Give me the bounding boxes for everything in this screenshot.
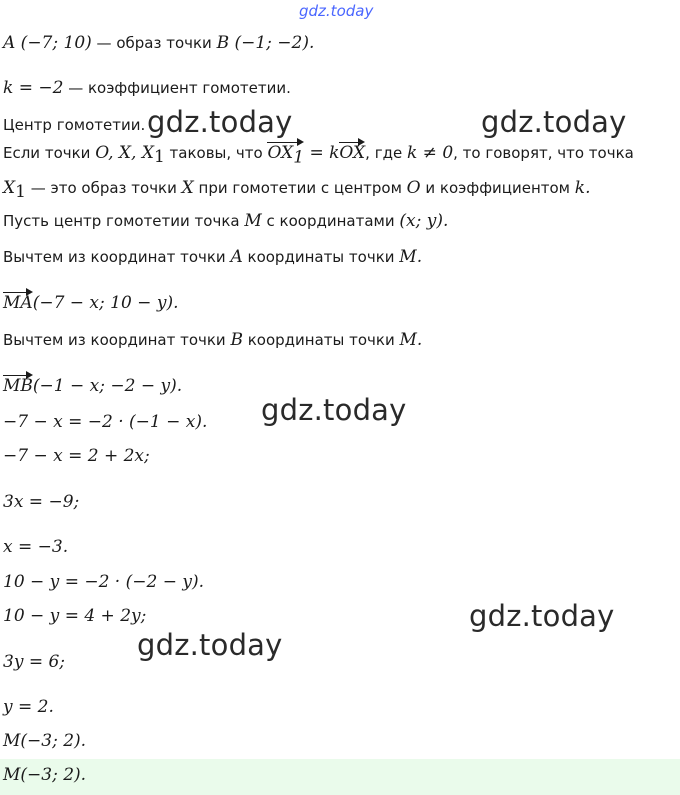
math: 1 xyxy=(293,147,305,168)
text: Пусть центр гомотетии точка xyxy=(3,212,245,230)
math: OX xyxy=(267,143,294,163)
text: и коэффициентом xyxy=(420,179,575,197)
watermark: gdz.today xyxy=(261,393,407,427)
line-9 xyxy=(3,330,422,350)
vector xyxy=(267,143,304,167)
math: M. xyxy=(399,330,423,350)
answer-line: M(−3; 2). xyxy=(3,765,87,785)
line-2 xyxy=(3,78,291,98)
text: Вычтем из координат точки xyxy=(3,248,231,266)
text: — это образ точки xyxy=(25,179,182,197)
text: Центр гомотетии. xyxy=(3,116,146,134)
text: при гомотетии с центром xyxy=(193,179,407,197)
line-6 xyxy=(3,211,448,231)
text: , где xyxy=(365,144,407,162)
text: таковы, что xyxy=(164,144,268,162)
math: (−7 − x; 10 − y). xyxy=(32,293,179,313)
math: O xyxy=(406,178,421,198)
line-19: M(−3; 2). xyxy=(3,731,87,751)
line-8 xyxy=(3,293,178,313)
watermark: gdz.today xyxy=(469,599,615,633)
math: B (−1; −2). xyxy=(216,33,315,53)
vector: MB xyxy=(3,376,33,396)
line-13: 3x = −9; xyxy=(3,492,80,512)
line-17: 3y = 6; xyxy=(3,652,66,672)
math: 1 xyxy=(153,147,165,167)
math: A (−7; 10) xyxy=(3,33,92,53)
math: M xyxy=(244,211,262,231)
math: X xyxy=(3,178,16,198)
math: M. xyxy=(399,247,423,267)
line-11: −7 − x = −2 · (−1 − x). xyxy=(3,412,208,432)
line-5 xyxy=(3,178,590,202)
watermark: gdz.today xyxy=(147,105,293,139)
line-10 xyxy=(3,376,182,396)
math: O, X, X xyxy=(95,143,154,163)
watermark: gdz.today xyxy=(481,105,627,139)
line-7 xyxy=(3,247,422,267)
math: (x; y). xyxy=(399,211,449,231)
line-16: 10 − y = 4 + 2y; xyxy=(3,606,147,626)
line-18: y = 2. xyxy=(3,697,54,717)
math: k ≠ 0 xyxy=(406,143,454,163)
text: Вычтем из координат точки xyxy=(3,331,231,349)
line-1 xyxy=(3,33,314,53)
line-3 xyxy=(3,116,145,134)
vector: MA xyxy=(3,293,33,313)
text: координаты точки xyxy=(242,331,400,349)
math: k. xyxy=(574,178,591,198)
math: B xyxy=(230,330,243,350)
line-15: 10 − y = −2 · (−2 − y). xyxy=(3,572,204,592)
answer-highlight xyxy=(0,759,680,795)
text: координаты точки xyxy=(242,248,400,266)
math: X xyxy=(181,178,194,198)
line-4 xyxy=(3,143,634,167)
math: k = −2 xyxy=(3,78,64,98)
text: Если точки xyxy=(3,144,96,162)
watermark: gdz.today xyxy=(137,628,283,662)
math: (−1 − x; −2 − y). xyxy=(32,376,183,396)
math: = k xyxy=(304,143,340,163)
math: A xyxy=(230,247,243,267)
watermark-top: gdz.today xyxy=(299,2,374,20)
text: с координатами xyxy=(261,212,400,230)
text: — коэффициент гомотетии. xyxy=(63,79,291,97)
text: , то говорят, что точка xyxy=(453,144,634,162)
math: 1 xyxy=(15,182,26,202)
line-14: x = −3. xyxy=(3,537,69,557)
text: — образ точки xyxy=(91,34,217,52)
vector: OX xyxy=(339,143,366,163)
line-12: −7 − x = 2 + 2x; xyxy=(3,446,150,466)
